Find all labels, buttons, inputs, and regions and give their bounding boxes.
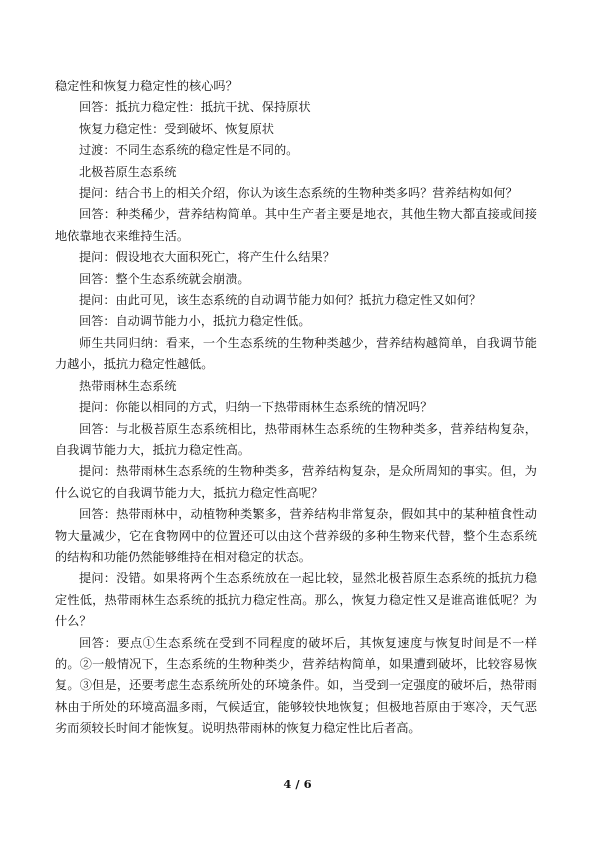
paragraph: 回答：抵抗力稳定性：抵抗干扰、保持原状: [79, 100, 311, 115]
page-content: [55, 76, 537, 740]
paragraph: 提问：结合书上的相关介绍，你认为该生态系统的生物种类多吗？营养结构如何？: [79, 186, 518, 201]
paragraph: 北极苔原生态系统: [79, 164, 177, 179]
paragraph: 回答：热带雨林中，动植物种类繁多，营养结构非常复杂，假如其中的某种植食性动物大量减少，它在食物网中的位置还可以由这个营养级的多种生物来代替，整个生态系统的结构和功能仍然能够维持在相对稳定的状态。: [55, 507, 537, 564]
paragraph: 回答：自动调节能力小，抵抗力稳定性低。: [79, 314, 311, 329]
paragraph: 热带雨林生态系统: [79, 378, 177, 393]
paragraph: 回答：整个生态系统就会崩溃。: [79, 271, 250, 286]
paragraph: 稳定性和恢复力稳定性的核心吗？: [55, 79, 238, 93]
paragraph: 师生共同归纳：看来，一个生态系统的生物种类越少，营养结构越简单，自我调节能力越小，抵抗力稳定性越低。: [55, 335, 537, 372]
paragraph: 回答：与北极苔原生态系统相比，热带雨林生态系统的生物种类多，营养结构复杂，自我调节能力大，抵抗力稳定性高。: [55, 421, 537, 457]
paragraph: 回答：种类稀少，营养结构简单。其中生产者主要是地衣，其他生物大都直接或间接地依靠地衣来维持生活。: [55, 207, 537, 243]
paragraph: 提问：你能以相同的方式，归纳一下热带雨林生态系统的情况吗？: [79, 400, 433, 415]
paragraph: 提问：没错。如果将两个生态系统放在一起比较，显然北极苔原生态系统的抵抗力稳定性低，热带雨林生态系统的抵抗力稳定性高。那么，恢复力稳定性又是谁高谁低呢？为什么？: [55, 571, 537, 629]
paragraph: 过渡：不同生态系统的稳定性是不同的。: [79, 143, 299, 158]
paragraph: 回答：要点①生态系统在受到不同程度的破坏后，其恢复速度与恢复时间是不一样的。②一般情况下，生态系统的生物种类少，营养结构简单，如果遭到破坏，比较容易恢复。③但是，还要考虑生态系统所处的环境条件。如，当受到一定强度的破坏后，热带雨林由于所处的环境高温多雨，气候适宜，能够较快地恢复；但极地苔原由于寒冷，天气恶劣而须较长时间才能恢复。说明热带雨林的恢复力稳定性比后者高。: [55, 635, 537, 736]
paragraph: 恢复力稳定性：受到破坏、恢复原状: [79, 121, 274, 136]
paragraph: 提问：假设地衣大面积死亡，将产生什么结果？: [79, 250, 335, 265]
paragraph: 提问：由此可见，该生态系统的自动调节能力如何？抵抗力稳定性又如何？: [79, 293, 482, 308]
page-number: 4 / 6: [283, 777, 312, 791]
paragraph: 提问：热带雨林生态系统的生物种类多，营养结构复杂，是众所周知的事实。但，为什么说它的自我调节能力大，抵抗力稳定性高呢？: [55, 464, 537, 500]
